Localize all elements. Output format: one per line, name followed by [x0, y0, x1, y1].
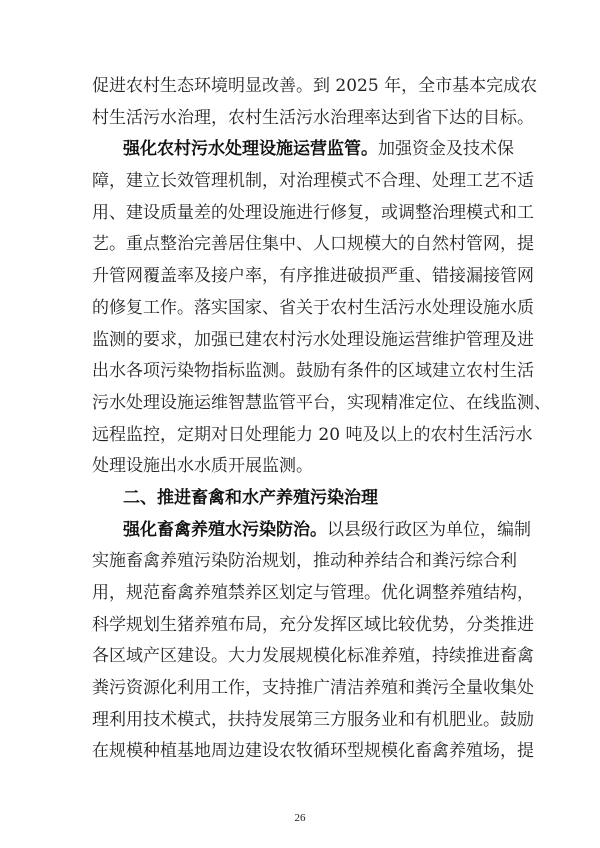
text-line — [92, 103, 534, 135]
line-text: 艺。重点整治完善居住集中、人口规模大的自然村管网，提 — [92, 234, 534, 255]
line-text: 加强资金及技术保 — [378, 139, 514, 160]
page-number: 26 — [294, 812, 306, 824]
text-line — [92, 198, 534, 230]
line-text: 各区域产区建设。大力发展规模化标准养殖，持续推进畜禽 — [92, 646, 534, 667]
line-text: 在规模种植基地周边建设农牧循环型规模化畜禽养殖场，提 — [92, 741, 534, 762]
line-text: 的修复工作。落实国家、省关于农村生活污水处理设施水质 — [92, 297, 534, 318]
text-line — [92, 673, 534, 705]
text-line — [92, 71, 538, 103]
body-text — [92, 71, 551, 768]
line-text: 监测的要求，加强已建农村污水处理设施运营维护管理及进 — [92, 329, 534, 350]
text-line — [92, 546, 517, 578]
bold-lead-in: 强化畜禽养殖水污染防治。 — [123, 519, 327, 540]
text-line — [92, 610, 534, 642]
line-text: 污水处理设施运维智慧监管平台，实现精准定位、在线监测、 — [92, 392, 551, 413]
line-text: 障，建立长效管理机制，对治理模式不合理、处理工艺不适 — [92, 171, 534, 192]
text-line — [92, 736, 534, 768]
line-text: 理利用技术模式，扶持发展第三方服务业和有机肥业。鼓励 — [92, 709, 534, 730]
line-text: 用、建设质量差的处理设施进行修复，或调整治理模式和工 — [92, 202, 534, 223]
text-line — [92, 515, 531, 547]
line-text: 村生活污水治理，农村生活污水治理率达到省下达的目标。 — [92, 107, 534, 128]
line-text: 科学规划生猪养殖布局，充分发挥区域比较优势，分类推进 — [92, 614, 534, 635]
text-line — [92, 325, 534, 357]
section-heading — [92, 483, 508, 515]
line-text: 处理设施出水水质开展监测。 — [92, 456, 313, 477]
text-line — [92, 261, 534, 293]
text-line — [92, 451, 508, 483]
line-text: 升管网覆盖率及接户率，有序推进破损严重、错接漏接管网 — [92, 266, 534, 287]
text-line — [92, 388, 551, 420]
line-text: 粪污资源化利用工作，支持推广清洁养殖和粪污全量收集处 — [92, 678, 534, 699]
bold-lead-in: 二、推进畜禽和水产养殖污染治理 — [123, 487, 378, 508]
line-text: 用，规范畜禽养殖禁养区划定与管理。优化调整养殖结构， — [92, 583, 534, 603]
line-text: 以县级行政区为单位，编制 — [327, 519, 531, 540]
text-line — [92, 356, 534, 388]
text-line — [92, 705, 534, 737]
text-line — [92, 166, 534, 198]
text-line — [92, 420, 533, 452]
line-text: 出水各项污染物指标监测。鼓励有条件的区域建立农村生活 — [92, 361, 534, 382]
line-text: 促进农村生态环境明显改善。到 2025 年，全市基本完成农 — [92, 76, 538, 96]
text-line — [92, 293, 534, 325]
line-text: 实施畜禽养殖污染防治规划，推动种养结合和粪污综合利 — [92, 551, 517, 572]
text-line — [92, 134, 514, 166]
bold-lead-in: 强化农村污水处理设施运营监管。 — [123, 139, 378, 160]
text-line — [92, 641, 534, 673]
text-line — [92, 229, 534, 261]
line-text: 远程监控，定期对日处理能力 20 吨及以上的农村生活污水 — [92, 424, 533, 445]
text-line — [92, 578, 534, 610]
